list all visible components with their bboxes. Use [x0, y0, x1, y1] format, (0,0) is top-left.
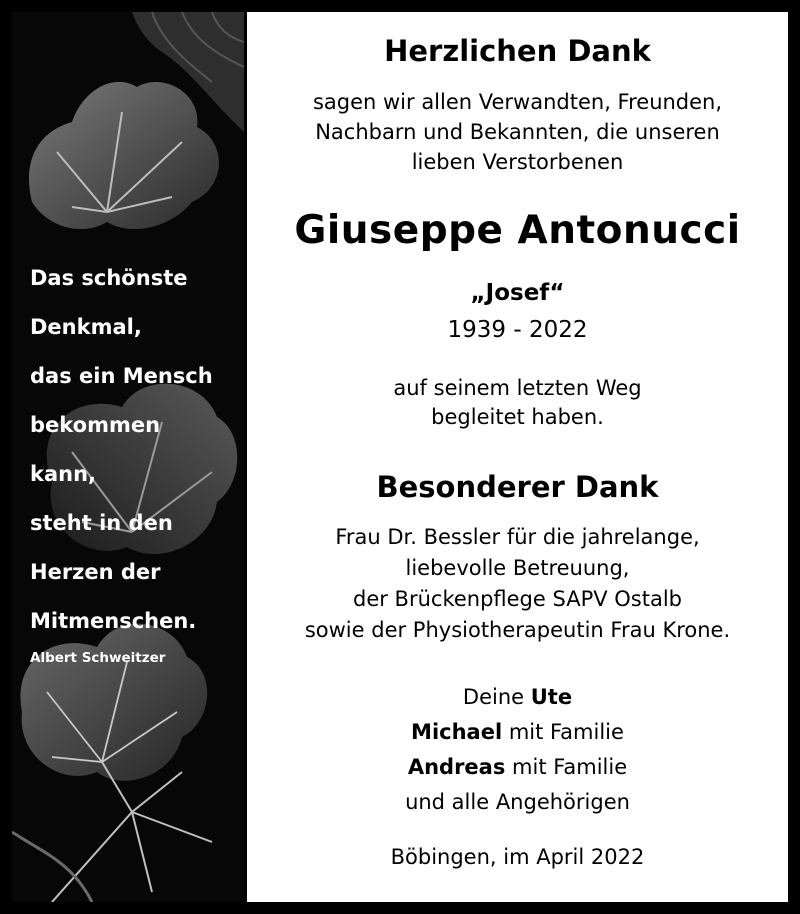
special-line: sowie der Physiotherapeutin Frau Krone. — [304, 618, 731, 642]
quote-line: Das schönste — [30, 266, 188, 290]
quote-line: bekommen — [30, 413, 161, 437]
place-date: Böbingen, im April 2022 — [390, 845, 645, 869]
special-line: der Brückenpflege SAPV Ostalb — [352, 587, 683, 611]
quote-line: Denkmal, — [30, 315, 142, 339]
signature-line — [247, 750, 788, 785]
signature-line — [247, 680, 788, 715]
signature-block — [247, 680, 788, 820]
deceased-name: Giuseppe Antonucci — [294, 208, 741, 253]
ivy-leaves-image — [12, 12, 244, 902]
intro-line: lieben Verstorbenen — [411, 150, 624, 174]
quote-line: Mitmenschen. — [30, 609, 197, 633]
special-line: Frau Dr. Bessler für die jahrelange, — [335, 525, 700, 549]
followed-line: auf seinem letzten Weg — [393, 376, 642, 400]
signature-prefix: Deine — [462, 685, 531, 709]
special-heading: Besonderer Dank — [376, 470, 659, 504]
quote-line: Herzen der — [30, 560, 161, 584]
signature-line: und alle Angehörigen — [405, 790, 630, 814]
quote-block — [30, 254, 244, 668]
intro-line: Nachbarn und Bekannten, die unseren — [315, 120, 720, 144]
life-years: 1939 - 2022 — [447, 317, 588, 343]
quote-line: steht in den — [30, 511, 173, 535]
special-line: liebevolle Betreuung, — [405, 556, 630, 580]
signature-line — [247, 715, 788, 750]
special-text — [247, 522, 788, 646]
signature-name: Ute — [530, 685, 573, 709]
intro-text — [247, 87, 788, 177]
followed-text — [247, 374, 788, 432]
notice-heading: Herzlichen Dank — [384, 34, 651, 68]
quote-line: das ein Mensch — [30, 364, 213, 388]
signature-name: Andreas — [407, 755, 506, 779]
deceased-nickname: „Josef“ — [470, 280, 565, 306]
intro-line: sagen wir allen Verwandten, Freunden, — [312, 90, 723, 114]
followed-line: begleitet haben. — [431, 405, 604, 429]
signature-suffix: mit Familie — [502, 720, 624, 744]
quote-line: kann, — [30, 462, 97, 486]
signature-suffix: mit Familie — [505, 755, 628, 779]
notice-card — [247, 12, 788, 902]
quote-author: Albert Schweitzer — [30, 650, 166, 666]
signature-name: Michael — [411, 720, 503, 744]
